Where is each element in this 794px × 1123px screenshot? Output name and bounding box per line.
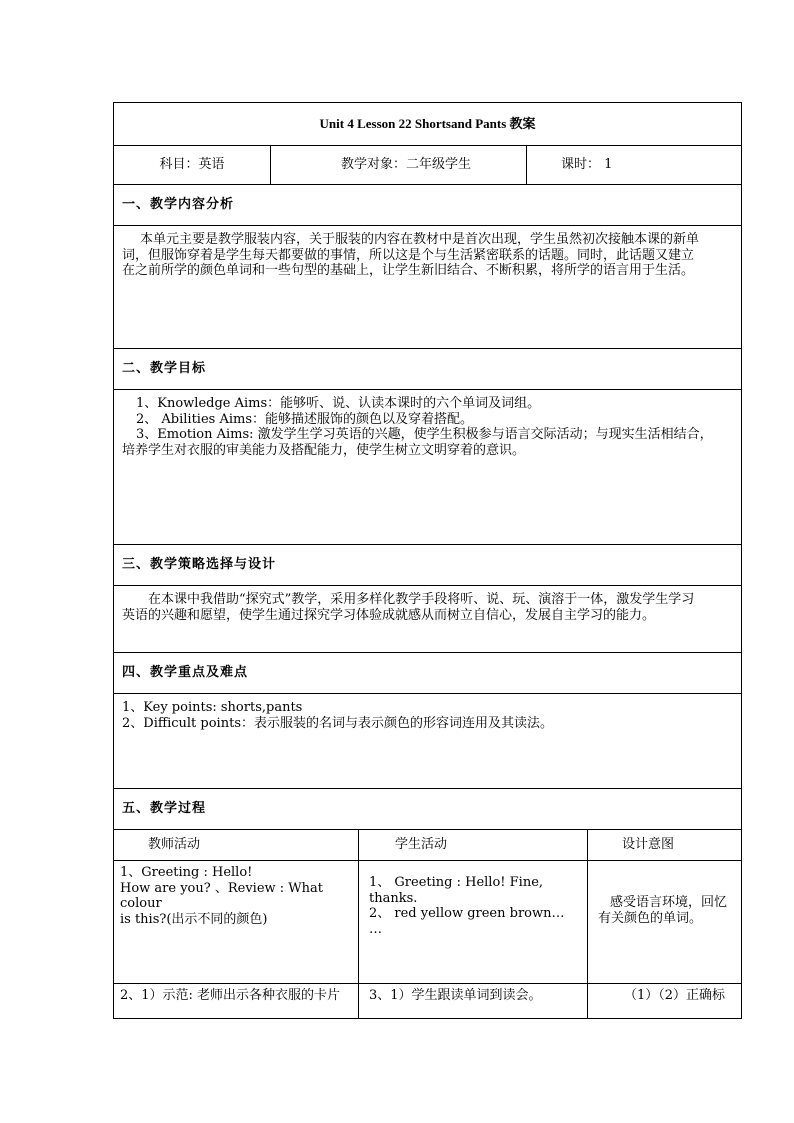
section-heading-key-points: 四、教学重点及难点 (114, 653, 742, 694)
design-intent-cell (588, 984, 742, 1019)
column-student-activity: 学生活动 (359, 830, 588, 861)
section-body-key-points (114, 694, 742, 789)
paragraph-line: 本单元主要是教学服装内容，关于服装的内容在教材中是首次出现，学生虽然初次接触本课的新单 (140, 232, 700, 247)
key-point-line: 2、Difficult points：表示服装的名词与表示颜色的形容词连用及其读法。 (122, 715, 553, 731)
objective-line: 1、Knowledge Aims：能够听、说、认读本课时的六个单词及词组。 (136, 396, 541, 411)
teacher-line: 1、Greeting : Hello! (120, 865, 253, 880)
intent-line: （1）（2）正确标 (624, 988, 726, 1003)
lesson-plan-table (113, 102, 742, 1019)
student-line: 1、 Greeting : Hello! Fine, thanks. (369, 875, 544, 906)
paragraph-line: 在之前所学的颜色单词和一些句型的基础上，让学生新旧结合、不断积累，将所学的语言用于生活。 (122, 263, 695, 279)
section-heading-objectives: 二、教学目标 (114, 349, 742, 390)
design-intent-cell (588, 861, 742, 984)
intent-line: 感受语言环境，回忆 (610, 895, 728, 910)
period-cell: 课时： 1 (527, 146, 742, 185)
paragraph-line: 英语的兴趣和愿望，使学生通过探究学习体验成就感从而树立自信心，发展自主学习的能力。 (122, 607, 656, 623)
objective-line: 培养学生对衣服的审美能力及搭配能力，使学生树立文明穿着的意识。 (122, 442, 526, 458)
page-title: Unit 4 Lesson 22 Shortsand Pants 教案 (114, 103, 742, 146)
section-body-objectives (114, 390, 742, 545)
column-design-intent: 设计意图 (588, 830, 742, 861)
intent-line: 有关颜色的单词。 (598, 910, 703, 926)
section-heading-strategy: 三、教学策略选择与设计 (114, 545, 742, 586)
objective-line: 2、 Abilities Aims：能够描述服饰的颜色以及穿着搭配。 (136, 411, 474, 427)
paragraph-line: 词，但服饰穿着是学生每天都要做的事情，所以这是个与生活紧密联系的话题。同时，此话题又建立 (122, 247, 695, 263)
student-line: 3、1）学生跟读单词到读会。 (369, 988, 542, 1003)
objective-line: 3、Emotion Aims: 激发学生学习英语的兴趣，使学生积极参与语言交际活动；与现实生活相结合， (136, 427, 713, 443)
student-activity-cell (359, 861, 588, 984)
column-teacher-activity: 教师活动 (114, 830, 359, 861)
teacher-line: How are you? 、Review : What colour (120, 880, 324, 912)
audience-cell: 教学对象：二年级学生 (271, 146, 527, 185)
teacher-activity-cell (114, 984, 359, 1019)
section-heading-content-analysis: 一、教学内容分析 (114, 185, 742, 226)
meta-row (114, 146, 742, 185)
section-heading-process: 五、教学过程 (114, 789, 742, 830)
paragraph-line: 在本课中我借助“探究式”教学，采用多样化教学手段将听、说、玩、演溶于一体，激发学生学习 (148, 592, 695, 607)
key-point-line: 1、Key points: shorts,pants (122, 700, 303, 715)
table-row (114, 861, 742, 984)
student-activity-cell (359, 984, 588, 1019)
section-body-content-analysis (114, 226, 742, 349)
student-line: 2、 red yellow green brown… … (369, 906, 565, 937)
subject-cell: 科目：英语 (114, 146, 271, 185)
teacher-line: 2、1）示范: 老师出示各种衣服的卡片 (120, 988, 341, 1003)
process-header-row (114, 830, 742, 861)
teacher-activity-cell (114, 861, 359, 984)
title-row (114, 103, 742, 146)
teacher-line: is this?(出示不同的颜色) (120, 911, 268, 927)
table-row (114, 984, 742, 1019)
section-body-strategy (114, 586, 742, 653)
